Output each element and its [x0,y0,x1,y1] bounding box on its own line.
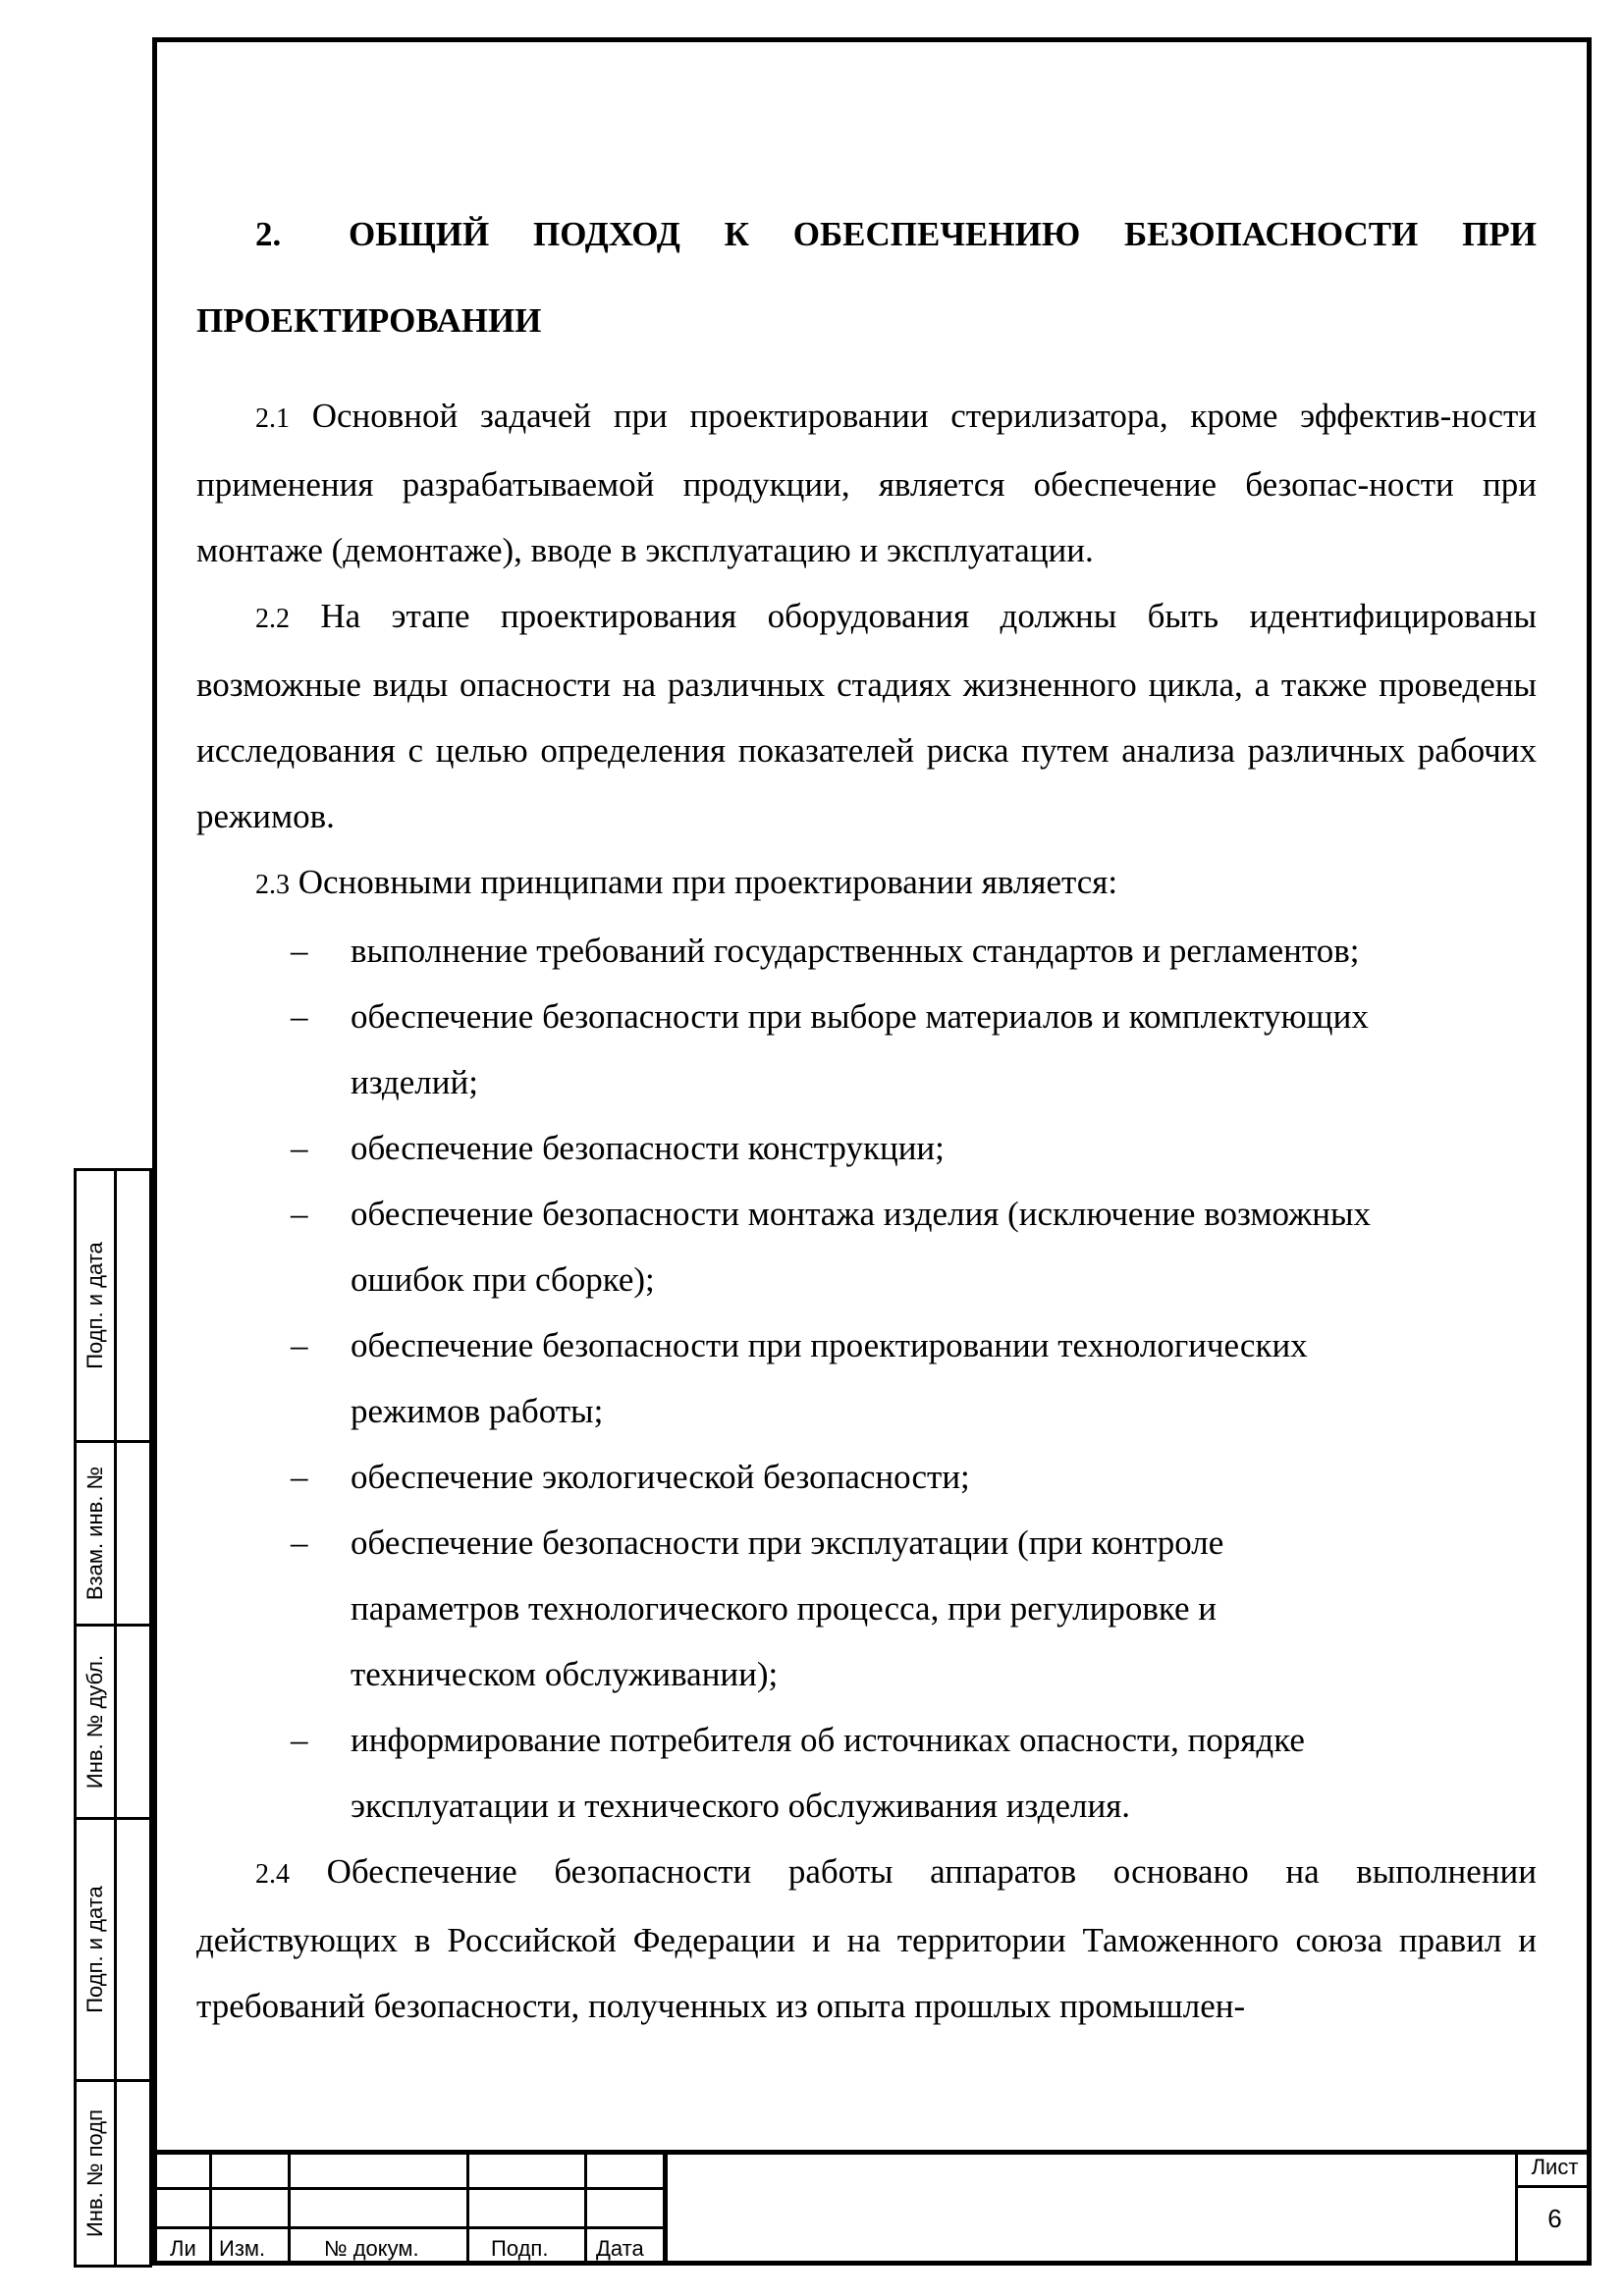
paragraph-text: Основными принципами при проектировании является: [298,863,1118,901]
side-label: Инв. № дубл. [82,1654,108,1789]
dash-marker: – [291,1523,308,1562]
dash-marker: – [291,1195,308,1233]
paragraph-text: На этапе проектирования оборудования должны быть идентифицированы возможные виды опасности на различных стадиях жизненного цикла, а также проведены исследования с целью определения показателей риска путем анализа различных рабочих режимов. [196,597,1538,835]
column-label: № докум. [324,2236,419,2261]
paragraph-number: 2.1 [255,403,290,434]
paragraph-2-1 [196,383,1537,583]
principles-list [196,918,1537,1839]
list-item [196,1707,1381,1839]
paragraph-number: 2.4 [255,1859,290,1890]
list-item-text: обеспечение безопасности при проектировании технологических режимов работы; [351,1326,1308,1430]
list-item-text: обеспечение экологической безопасности; [351,1458,970,1496]
list-item [196,1510,1381,1707]
side-label: Подп. и дата [82,1242,107,1369]
paragraph-2-4 [196,1839,1537,2039]
left-side-stamp [74,1168,152,2268]
dash-marker: – [291,1326,308,1364]
heading-word: БЕЗОПАСНОСТИ [1124,215,1419,253]
list-item-text: информирование потребителя об источниках опасности, порядке эксплуатации и технического обслуживания изделия. [351,1721,1305,1825]
side-cell [74,1817,152,2082]
paragraph-text: Обеспечение безопасности работы аппаратов основано на выполнении действующих в Российской Федерации и на территории Таможенного союза правил и требований безопасности, полученных из опыта прошлых промышлен- [196,1852,1538,2025]
list-item-text: обеспечение безопасности при выборе материалов и комплектующих изделий; [351,997,1369,1101]
column-label: Подп. [491,2236,549,2261]
side-label: Взам. инв. № [82,1466,108,1601]
paragraph-number: 2.2 [255,604,290,634]
list-item-text: обеспечение безопасности конструкции; [351,1129,945,1167]
section-heading [196,206,1537,349]
dash-marker: – [291,932,308,970]
paragraph-text: Основной задачей при проектировании стерилизатора, кроме эффектив-ности применения разрабатываемой продукции, является обеспечение безопас-ности при монтаже (демонтаже), вводе в эксплуатацию и эксплуатации. [196,397,1538,569]
dash-marker: – [291,1129,308,1167]
revision-grid [152,2150,663,2266]
dash-marker: – [291,997,308,1036]
column-label: Дата [596,2236,644,2261]
heading-word: ПОДХОД [533,215,680,253]
dash-marker: – [291,1721,308,1759]
heading-word: ОБЕСПЕЧЕНИЮ [792,215,1081,253]
heading-line-2: ПРОЕКТИРОВАНИИ [196,301,542,340]
side-cell [74,1440,152,1627]
side-cell [74,1624,152,1820]
list-item [196,1444,1381,1510]
list-item [196,1181,1381,1312]
list-item [196,1312,1381,1444]
section-number: 2. [255,215,282,253]
column-label: Изм. [219,2236,266,2261]
sheet-number: 6 [1547,2204,1562,2233]
sheet-box [1515,2150,1592,2266]
paragraph-number: 2.3 [255,870,290,900]
heading-word: К [724,215,750,253]
side-cell [74,1168,152,1443]
list-item [196,984,1381,1115]
side-label: Инв. № подп [82,2109,108,2238]
paragraph-2-3 [196,849,1537,918]
heading-word: ПРИ [1462,215,1537,253]
list-item-text: выполнение требований государственных стандартов и регламентов; [351,932,1360,970]
list-item [196,918,1381,984]
list-item [196,1115,1381,1181]
document-body [196,206,1537,2039]
sheet-label: Лист [1518,2150,1592,2188]
list-item-text: обеспечение безопасности при эксплуатации (при контроле параметров технологического процесса, при регулировке и техническом обслуживании); [351,1523,1224,1693]
side-cell [74,2079,152,2268]
side-label: Подп. и дата [82,1886,107,2013]
title-field [663,2150,1532,2266]
title-block [152,2150,1592,2266]
list-item-text: обеспечение безопасности монтажа изделия (исключение возможных ошибок при сборке); [351,1195,1372,1299]
heading-word: ОБЩИЙ [349,215,490,253]
dash-marker: – [291,1458,308,1496]
column-label: Ли [170,2236,196,2261]
paragraph-2-2 [196,583,1537,849]
